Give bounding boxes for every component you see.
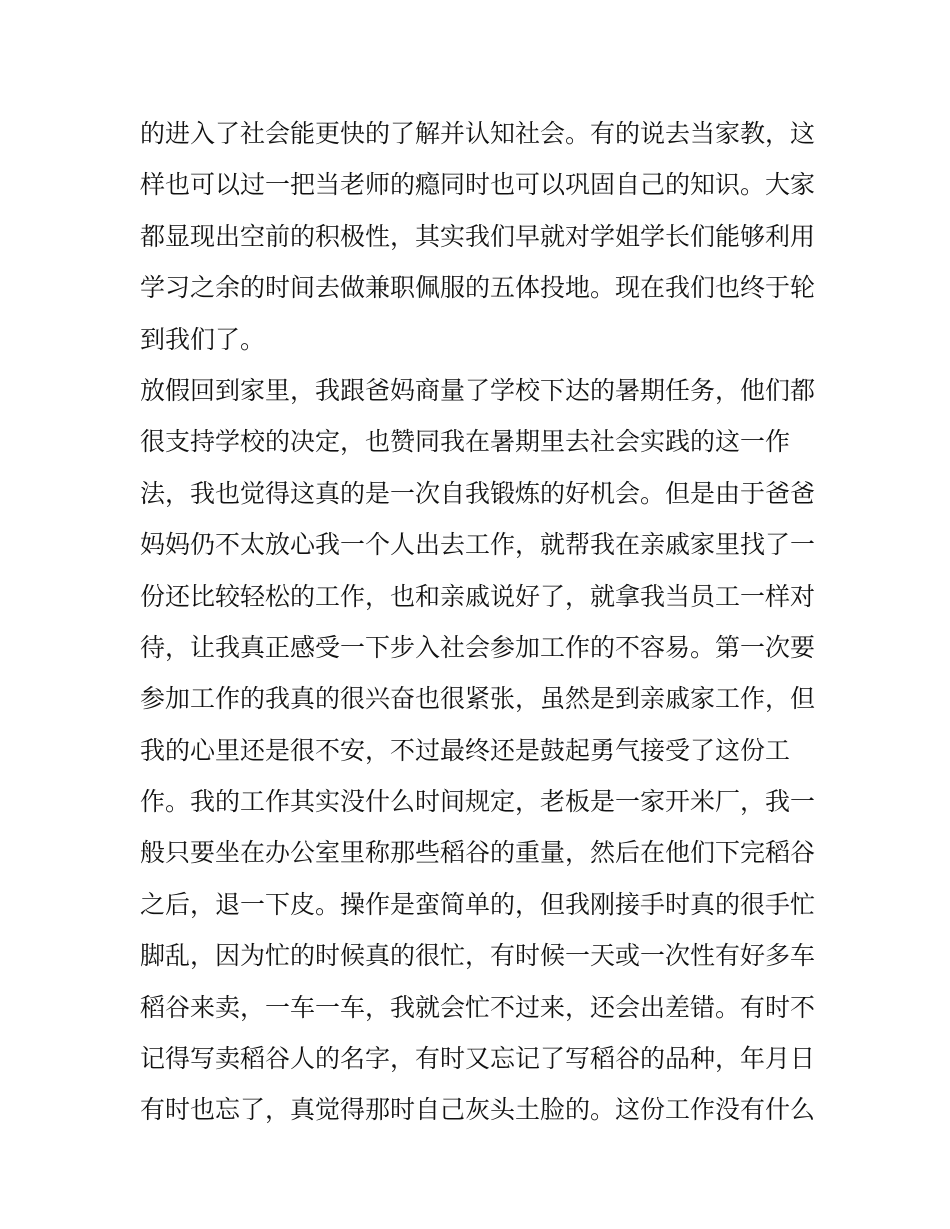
text-line: 作。我的工作其实没什么时间规定，老板是一家开米厂，我一 bbox=[140, 787, 816, 817]
text-line: 的进入了社会能更快的了解并认知社会。有的说去当家教，这 bbox=[140, 119, 816, 148]
text-line: 很支持学校的决定，也赞同我在暑期里去社会实践的这一作 bbox=[140, 427, 791, 457]
text-line: 我的心里还是很不安，不过最终还是鼓起勇气接受了这份工 bbox=[140, 735, 791, 765]
text-line: 记得写卖稻谷人的名字，有时又忘记了写稻谷的品种，年月日 bbox=[140, 1044, 816, 1074]
text-line: 待，让我真正感受一下步入社会参加工作的不容易。第一次要 bbox=[140, 632, 816, 662]
text-line: 参加工作的我真的很兴奋也很紧张，虽然是到亲戚家工作，但 bbox=[140, 684, 816, 714]
text-line: 之后，退一下皮。操作是蛮简单的，但我刚接手时真的很手忙 bbox=[140, 889, 816, 919]
text-line: 样也可以过一把当老师的瘾同时也可以巩固自己的知识。大家 bbox=[140, 170, 816, 200]
text-line: 妈妈仍不太放心我一个人出去工作，就帮我在亲戚家里找了一 bbox=[140, 530, 816, 560]
text-line: 都显现出空前的积极性，其实我们早就对学姐学长们能够利用 bbox=[140, 221, 816, 251]
text-line: 有时也忘了，真觉得那时自己灰头土脸的。这份工作没有什么 bbox=[140, 1095, 816, 1125]
body-text bbox=[140, 108, 820, 1136]
text-line: 般只要坐在办公室里称那些稻谷的重量，然后在他们下完稻谷 bbox=[140, 838, 816, 868]
text-line: 到我们了。 bbox=[140, 324, 266, 354]
text-line: 份还比较轻松的工作，也和亲戚说好了，就拿我当员工一样对 bbox=[140, 581, 816, 611]
text-line: 法，我也觉得这真的是一次自我锻炼的好机会。但是由于爸爸 bbox=[140, 478, 816, 508]
text-line: 放假回到家里，我跟爸妈商量了学校下达的暑期任务，他们都 bbox=[140, 375, 816, 405]
text-line: 稻谷来卖，一车一车，我就会忙不过来，还会出差错。有时不 bbox=[140, 992, 816, 1022]
text-line: 脚乱，因为忙的时候真的很忙，有时候一天或一次性有好多车 bbox=[140, 941, 816, 971]
text-line: 学习之余的时间去做兼职佩服的五体投地。现在我们也终于轮 bbox=[140, 273, 816, 303]
